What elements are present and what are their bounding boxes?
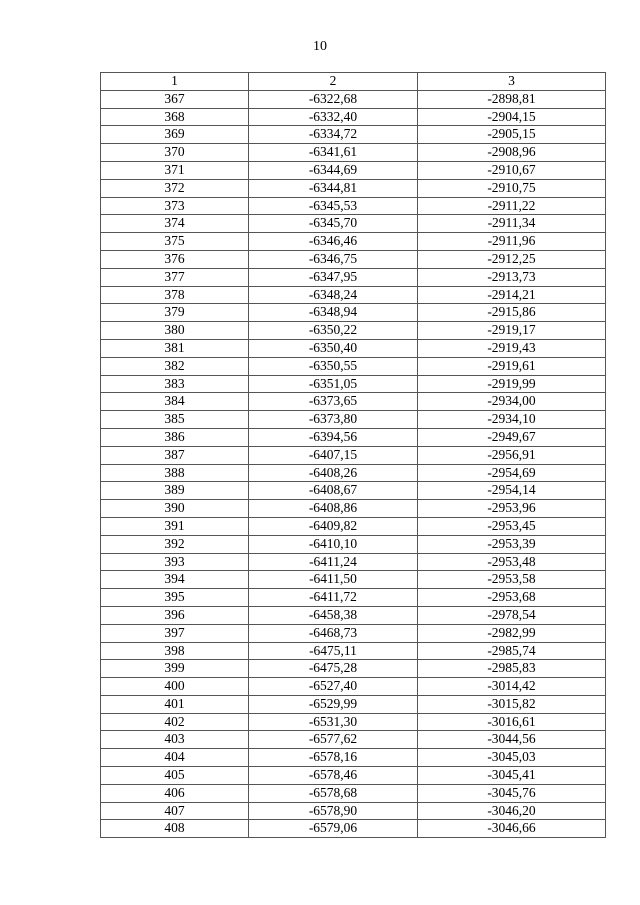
- table-cell-col-2: -6409,82: [249, 517, 418, 535]
- table-cell-col-2: -6346,75: [249, 250, 418, 268]
- table-cell-col-3: -2911,22: [418, 197, 606, 215]
- table-row: [101, 731, 606, 749]
- table-cell-col-2: -6348,94: [249, 304, 418, 322]
- table-cell-col-3: -3014,42: [418, 678, 606, 696]
- table-row: [101, 446, 606, 464]
- column-header-1: 1: [101, 73, 249, 91]
- table-row: [101, 250, 606, 268]
- table-cell-col-2: -6350,40: [249, 339, 418, 357]
- table-row: [101, 357, 606, 375]
- table-row: [101, 678, 606, 696]
- table-cell-col-1: 373: [101, 197, 249, 215]
- table-cell-col-3: -2954,14: [418, 482, 606, 500]
- table-row: [101, 749, 606, 767]
- table-cell-col-1: 383: [101, 375, 249, 393]
- table-cell-col-3: -2908,96: [418, 144, 606, 162]
- table-cell-col-3: -3045,41: [418, 767, 606, 785]
- table-cell-col-2: -6348,24: [249, 286, 418, 304]
- table-cell-col-1: 371: [101, 161, 249, 179]
- table-cell-col-1: 372: [101, 179, 249, 197]
- table-cell-col-3: -2919,61: [418, 357, 606, 375]
- table-cell-col-1: 367: [101, 90, 249, 108]
- table-row: [101, 767, 606, 785]
- column-header-3: 3: [418, 73, 606, 91]
- table-cell-col-3: -2910,67: [418, 161, 606, 179]
- table-cell-col-3: -3045,03: [418, 749, 606, 767]
- table-cell-col-2: -6373,65: [249, 393, 418, 411]
- table-cell-col-1: 369: [101, 126, 249, 144]
- table-cell-col-2: -6578,68: [249, 784, 418, 802]
- table-cell-col-1: 407: [101, 802, 249, 820]
- table-cell-col-3: -2953,68: [418, 589, 606, 607]
- page-number: 10: [313, 39, 327, 54]
- table-cell-col-2: -6578,90: [249, 802, 418, 820]
- table-cell-col-2: -6334,72: [249, 126, 418, 144]
- table-cell-col-2: -6408,26: [249, 464, 418, 482]
- table-cell-col-2: -6577,62: [249, 731, 418, 749]
- table-row: [101, 179, 606, 197]
- table-cell-col-3: -2911,96: [418, 233, 606, 251]
- table-header: [101, 73, 606, 91]
- table-cell-col-1: 403: [101, 731, 249, 749]
- table-row: [101, 268, 606, 286]
- table-cell-col-3: -2953,39: [418, 535, 606, 553]
- table-row: [101, 500, 606, 518]
- table-cell-col-1: 386: [101, 428, 249, 446]
- table-cell-col-2: -6350,22: [249, 322, 418, 340]
- table-cell-col-3: -2904,15: [418, 108, 606, 126]
- table-cell-col-1: 387: [101, 446, 249, 464]
- table-row: [101, 660, 606, 678]
- table-cell-col-3: -2953,58: [418, 571, 606, 589]
- table-row: [101, 642, 606, 660]
- table-cell-col-1: 390: [101, 500, 249, 518]
- table-row: [101, 90, 606, 108]
- table-cell-col-2: -6411,24: [249, 553, 418, 571]
- table-row: [101, 589, 606, 607]
- table-cell-col-1: 399: [101, 660, 249, 678]
- table-row: [101, 802, 606, 820]
- table-cell-col-1: 368: [101, 108, 249, 126]
- table-cell-col-1: 408: [101, 820, 249, 838]
- table-cell-col-2: -6475,28: [249, 660, 418, 678]
- table-cell-col-2: -6458,38: [249, 606, 418, 624]
- table-row: [101, 820, 606, 838]
- table-cell-col-3: -2898,81: [418, 90, 606, 108]
- table-cell-col-3: -2953,96: [418, 500, 606, 518]
- table-row: [101, 197, 606, 215]
- column-header-2: 2: [249, 73, 418, 91]
- table-cell-col-1: 389: [101, 482, 249, 500]
- table-cell-col-3: -2911,34: [418, 215, 606, 233]
- table-row: [101, 571, 606, 589]
- table-cell-col-3: -2954,69: [418, 464, 606, 482]
- table-cell-col-2: -6394,56: [249, 428, 418, 446]
- table-cell-col-3: -2919,17: [418, 322, 606, 340]
- table-cell-col-2: -6408,67: [249, 482, 418, 500]
- table-cell-col-3: -2914,21: [418, 286, 606, 304]
- table-cell-col-1: 405: [101, 767, 249, 785]
- table-row: [101, 553, 606, 571]
- table-cell-col-3: -2919,43: [418, 339, 606, 357]
- table-cell-col-2: -6411,50: [249, 571, 418, 589]
- table-row: [101, 215, 606, 233]
- table-cell-col-1: 401: [101, 695, 249, 713]
- table-row: [101, 624, 606, 642]
- table-cell-col-1: 391: [101, 517, 249, 535]
- table-row: [101, 606, 606, 624]
- table-cell-col-3: -2913,73: [418, 268, 606, 286]
- table-cell-col-3: -2978,54: [418, 606, 606, 624]
- table-row: [101, 126, 606, 144]
- table-cell-col-1: 378: [101, 286, 249, 304]
- table-cell-col-1: 388: [101, 464, 249, 482]
- table-cell-col-3: -2956,91: [418, 446, 606, 464]
- table-row: [101, 464, 606, 482]
- table-cell-col-3: -3016,61: [418, 713, 606, 731]
- table-cell-col-2: -6475,11: [249, 642, 418, 660]
- table-cell-col-1: 384: [101, 393, 249, 411]
- table-cell-col-1: 376: [101, 250, 249, 268]
- table-cell-col-2: -6351,05: [249, 375, 418, 393]
- table-cell-col-3: -2953,45: [418, 517, 606, 535]
- table-row: [101, 304, 606, 322]
- table-cell-col-2: -6408,86: [249, 500, 418, 518]
- table-cell-col-1: 406: [101, 784, 249, 802]
- table-cell-col-1: 404: [101, 749, 249, 767]
- table-cell-col-1: 381: [101, 339, 249, 357]
- table-cell-col-3: -2985,83: [418, 660, 606, 678]
- table-cell-col-3: -2953,48: [418, 553, 606, 571]
- table-row: [101, 393, 606, 411]
- table-row: [101, 535, 606, 553]
- table-cell-col-2: -6341,61: [249, 144, 418, 162]
- table-cell-col-3: -2910,75: [418, 179, 606, 197]
- table-cell-col-2: -6344,69: [249, 161, 418, 179]
- table-cell-col-2: -6350,55: [249, 357, 418, 375]
- table-cell-col-3: -2915,86: [418, 304, 606, 322]
- table-cell-col-1: 379: [101, 304, 249, 322]
- table-cell-col-1: 375: [101, 233, 249, 251]
- table-cell-col-1: 377: [101, 268, 249, 286]
- table-cell-col-1: 395: [101, 589, 249, 607]
- table-cell-col-3: -2982,99: [418, 624, 606, 642]
- table-row: [101, 482, 606, 500]
- table-cell-col-1: 380: [101, 322, 249, 340]
- table-cell-col-1: 398: [101, 642, 249, 660]
- table-cell-col-2: -6373,80: [249, 411, 418, 429]
- table-row: [101, 339, 606, 357]
- table-cell-col-3: -3045,76: [418, 784, 606, 802]
- table-cell-col-2: -6578,16: [249, 749, 418, 767]
- table-row: [101, 517, 606, 535]
- table-cell-col-1: 382: [101, 357, 249, 375]
- table-cell-col-1: 400: [101, 678, 249, 696]
- table-cell-col-3: -2919,99: [418, 375, 606, 393]
- table-cell-col-2: -6531,30: [249, 713, 418, 731]
- table-cell-col-3: -3044,56: [418, 731, 606, 749]
- coordinate-table: [100, 72, 606, 838]
- table-row: [101, 322, 606, 340]
- table-row: [101, 144, 606, 162]
- table-cell-col-1: 397: [101, 624, 249, 642]
- table-cell-col-1: 394: [101, 571, 249, 589]
- table-cell-col-3: -2912,25: [418, 250, 606, 268]
- table-row: [101, 713, 606, 731]
- table-cell-col-2: -6529,99: [249, 695, 418, 713]
- table-row: [101, 233, 606, 251]
- table-cell-col-2: -6527,40: [249, 678, 418, 696]
- table-cell-col-2: -6347,95: [249, 268, 418, 286]
- table-cell-col-1: 374: [101, 215, 249, 233]
- table-cell-col-1: 385: [101, 411, 249, 429]
- table-cell-col-2: -6345,70: [249, 215, 418, 233]
- table-cell-col-2: -6332,40: [249, 108, 418, 126]
- table-cell-col-2: -6407,15: [249, 446, 418, 464]
- table-cell-col-2: -6322,68: [249, 90, 418, 108]
- table-cell-col-2: -6344,81: [249, 179, 418, 197]
- table-cell-col-3: -2934,10: [418, 411, 606, 429]
- table-cell-col-1: 396: [101, 606, 249, 624]
- table-cell-col-3: -2949,67: [418, 428, 606, 446]
- table-cell-col-2: -6579,06: [249, 820, 418, 838]
- table-row: [101, 784, 606, 802]
- table-cell-col-2: -6346,46: [249, 233, 418, 251]
- table-cell-col-2: -6411,72: [249, 589, 418, 607]
- table-row: [101, 286, 606, 304]
- header-row: [101, 73, 606, 91]
- table-row: [101, 695, 606, 713]
- table-cell-col-2: -6345,53: [249, 197, 418, 215]
- table-cell-col-3: -2985,74: [418, 642, 606, 660]
- table-cell-col-3: -2934,00: [418, 393, 606, 411]
- table-row: [101, 428, 606, 446]
- table-row: [101, 375, 606, 393]
- table-cell-col-3: -3015,82: [418, 695, 606, 713]
- table-body: [101, 90, 606, 837]
- table-row: [101, 411, 606, 429]
- table-cell-col-2: -6410,10: [249, 535, 418, 553]
- table-row: [101, 108, 606, 126]
- table-cell-col-3: -3046,66: [418, 820, 606, 838]
- table-cell-col-3: -2905,15: [418, 126, 606, 144]
- table-row: [101, 161, 606, 179]
- table-cell-col-1: 402: [101, 713, 249, 731]
- table-cell-col-3: -3046,20: [418, 802, 606, 820]
- table-cell-col-1: 370: [101, 144, 249, 162]
- table-cell-col-2: -6578,46: [249, 767, 418, 785]
- table-cell-col-1: 392: [101, 535, 249, 553]
- table-cell-col-2: -6468,73: [249, 624, 418, 642]
- table-cell-col-1: 393: [101, 553, 249, 571]
